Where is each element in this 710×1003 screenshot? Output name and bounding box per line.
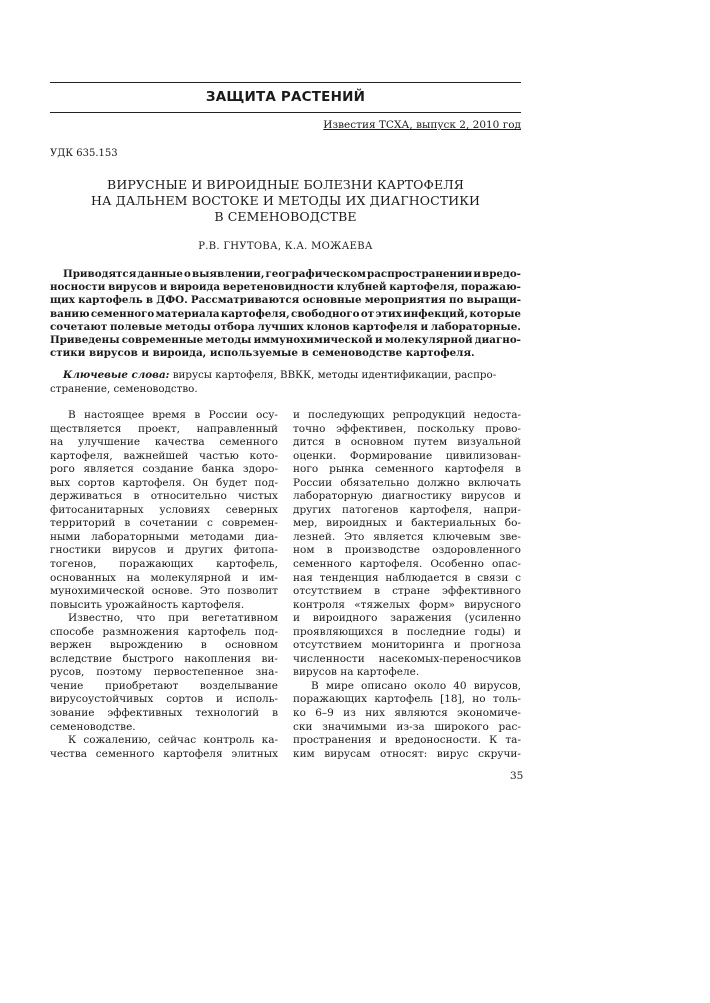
keywords-line: странение, семеноводство. bbox=[50, 382, 198, 395]
body-text-line: чества семенного картофеля элитных bbox=[50, 747, 278, 760]
body-text-line: точно эффективен, поскольку прово- bbox=[293, 422, 521, 435]
body-text-line: территорий в сочетании с современ- bbox=[50, 517, 278, 530]
body-text-line: К сожалению, сейчас контроль ка- bbox=[68, 734, 278, 747]
body-text-line: вирусов на картофеле. bbox=[293, 666, 420, 679]
body-text-line: Известно, что при вегетативном bbox=[68, 612, 278, 625]
body-text-line: поражающих картофель [18], но толь- bbox=[293, 693, 521, 706]
body-text-line: гностики вирусов и других фитопа- bbox=[50, 544, 278, 557]
body-text-line: зование эффективных технологий в bbox=[50, 707, 278, 720]
body-text-line: ная тенденция наблюдается в связи с bbox=[293, 571, 521, 584]
abstract-line: сочетают полевые методы отбора лучших клонов картофеля и лабораторные. bbox=[50, 320, 521, 333]
body-text-line: рого является создание банка здоро- bbox=[50, 463, 278, 476]
body-text-line: держиваться в относительно чистых bbox=[50, 490, 278, 503]
body-text-line: других патогенов картофеля, напри- bbox=[293, 503, 521, 516]
abstract bbox=[50, 268, 521, 360]
body-text-line: и вироидного заражения (усиленно bbox=[293, 612, 521, 625]
body-text-line: дится в основном путем визуальной bbox=[293, 436, 521, 449]
body-text-line: лезней. Это является ключевым зве- bbox=[293, 530, 521, 543]
body-text-line: вержен вырождению в основном bbox=[50, 639, 278, 652]
body-column-left bbox=[50, 409, 278, 761]
article-authors: Р.В. ГНУТОВА, К.А. МОЖАЕВА bbox=[198, 241, 373, 252]
journal-reference: Известия ТСХА, выпуск 2, 2010 год bbox=[323, 119, 521, 131]
body-text-line: отсутствием в стране эффективного bbox=[293, 585, 521, 598]
body-text-line: контроля «тяжелых форм» вирусного bbox=[293, 598, 521, 611]
article-title-line: В СЕМЕНОВОДСТВЕ bbox=[214, 209, 357, 224]
body-text-line: способе размножения картофель под- bbox=[50, 625, 278, 638]
body-text-line: мер, вироидных и бактериальных бо- bbox=[293, 517, 521, 530]
abstract-line: щих картофель в ДФО. Рассматриваются основные мероприятия по выращи- bbox=[50, 294, 521, 307]
body-text-line: фитосанитарных условиях северных bbox=[50, 503, 278, 516]
body-text-line: В настоящее время в России осу- bbox=[68, 409, 278, 421]
abstract-line: ванию семенного материала картофеля, свободного от этих инфекций, которые bbox=[50, 307, 521, 320]
header-rule-bottom bbox=[50, 112, 521, 113]
article-title-line: ВИРУСНЫЕ И ВИРОИДНЫЕ БОЛЕЗНИ КАРТОФЕЛЯ bbox=[107, 177, 464, 192]
section-title: ЗАЩИТА РАСТЕНИЙ bbox=[205, 89, 366, 105]
abstract-line: носности вирусов и вироида веретеновидности клубней картофеля, поражаю- bbox=[50, 281, 521, 294]
body-text-line: семенного картофеля. Особенно опас- bbox=[293, 558, 521, 571]
body-text-line: на улучшение качества семенного bbox=[50, 436, 278, 449]
abstract-line: стики вирусов и вироида, используемые в семеноводстве картофеля. bbox=[50, 347, 475, 360]
body-text-line: картофеля, важнейшей частью кото- bbox=[50, 449, 278, 462]
body-text-line: тогенов, поражающих картофель, bbox=[50, 558, 278, 571]
body-text-line: отсутствием мониторинга и прогноза bbox=[293, 639, 521, 652]
body-text-line: пространения и вредоносности. К та- bbox=[293, 734, 521, 747]
udk-code: УДК 635.153 bbox=[50, 148, 118, 159]
body-text-line: повысить урожайность картофеля. bbox=[50, 598, 245, 611]
body-text-line: ким вирусам относят: вирус скручи- bbox=[293, 747, 521, 760]
body-text-line: оценки. Формирование цивилизован- bbox=[293, 449, 521, 462]
header-rule-top bbox=[50, 82, 521, 83]
article-title-line: НА ДАЛЬНЕМ ВОСТОКЕ И МЕТОДЫ ИХ ДИАГНОСТИКИ bbox=[90, 193, 481, 208]
body-text-line: вследствие быстрого накопления ви- bbox=[50, 652, 278, 665]
abstract-line: Приводятся данные о выявлении, географическом распространении и вредо- bbox=[63, 268, 521, 280]
body-text-line: мунохимической основе. Это позволит bbox=[50, 585, 278, 598]
article-title bbox=[50, 177, 521, 225]
body-text-line: России обязательно должно включать bbox=[293, 476, 521, 489]
body-text-line: ного рынка семенного картофеля в bbox=[293, 463, 521, 476]
body-text-line: В мире описано около 40 вирусов, bbox=[311, 679, 521, 692]
body-text-line: и последующих репродукций недоста- bbox=[293, 409, 521, 421]
keywords-label: Ключевые слова: bbox=[63, 369, 170, 381]
body-text-line: лабораторную диагностику вирусов и bbox=[293, 490, 521, 503]
body-text-line: ными лабораторными методами диа- bbox=[50, 530, 278, 543]
body-text-line: ски значимыми из-за широкого рас- bbox=[293, 720, 521, 733]
body-text-line: чение приобретают возделывание bbox=[50, 679, 278, 692]
body-text-line: семеноводстве. bbox=[50, 720, 136, 733]
body-text-line: основанных на молекулярной и им- bbox=[50, 571, 278, 584]
body-text-line: ществляется проект, направленный bbox=[50, 422, 278, 435]
body-text-line: ном в производстве оздоровленного bbox=[293, 544, 521, 557]
keywords bbox=[50, 369, 521, 396]
body-text-line: вирусоустойчивых сортов и исполь- bbox=[50, 693, 278, 706]
abstract-line: Приведены современные методы иммунохимической и молекулярной диагно- bbox=[50, 334, 521, 347]
body-text-line: численности насекомых-переносчиков bbox=[293, 652, 521, 665]
keywords-text: вирусы картофеля, ВВКК, методы идентификации, распро- bbox=[169, 369, 497, 381]
body-text-line: проявляющихся в последние годы) и bbox=[293, 625, 521, 638]
keywords-line bbox=[50, 369, 521, 383]
body-column-right bbox=[293, 409, 521, 761]
body-text-line: русов, поэтому первостепенное зна- bbox=[50, 666, 278, 679]
body-text-line: вых сортов картофеля. Он будет под- bbox=[50, 476, 278, 489]
body-text-line: ко 6–9 из них являются экономиче- bbox=[293, 707, 521, 720]
page-number: 35 bbox=[510, 770, 524, 782]
